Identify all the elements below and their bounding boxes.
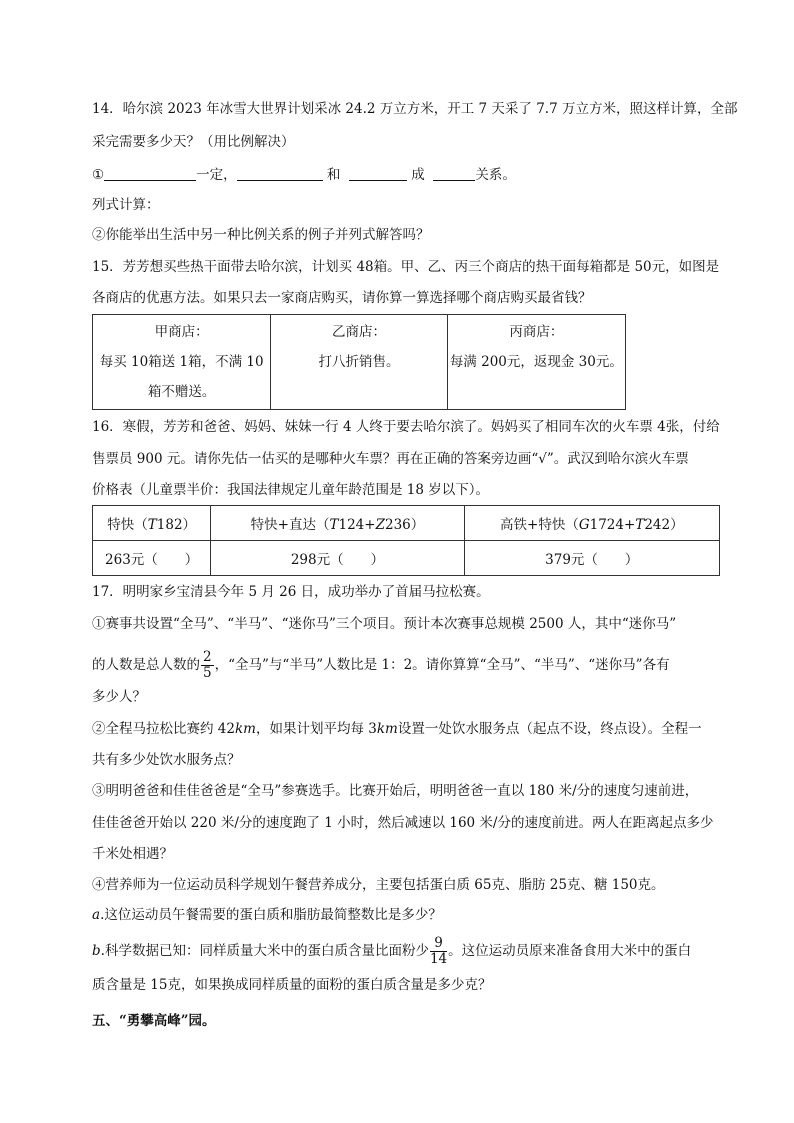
blank-1[interactable] (104, 166, 196, 181)
q17-line1: 17．明明家乡宝清县今年 5 月 26 日，成功举办了首届马拉松赛。 (92, 584, 490, 600)
train-price-table (92, 505, 720, 576)
q17-s1-line2: 的人数是总人数的 $\frac{2}{5}$ ，“全马”与“半马”人数比是 1：2。请你算算“全马”、“半马”、“迷你马”各有 (92, 649, 670, 681)
q17-s2-line1: ②全程马拉松比赛约 42km，如果计划平均每 3km设置一处饮水服务点（起点不设，终点设）。全程一 (92, 721, 702, 737)
q16-line1: 16．寒假，芳芳和爸爸、妈妈、妹妹一行 4 人终于要去哈尔滨了。妈妈买了相同车次的火车票 4张，付给 (92, 419, 720, 435)
blank-3[interactable] (349, 166, 407, 181)
section-5-heading: 五、“勇攀高峰”园。 (92, 1013, 216, 1029)
shop-c-cell: 丙商店： 每满 200元，返现金 30元。 (447, 315, 625, 410)
q17-s4-line1: ④营养师为一位运动员科学规划午餐营养成分，主要包括蛋白质 65克、脂肪 25克、糖 150克。 (92, 877, 665, 893)
q15-line1: 15．芳芳想买些热干面带去哈尔滨，计划买 48箱。甲、乙、丙三个商店的热干面每箱都是 50元，如图是 (92, 259, 720, 275)
price-cell-2[interactable]: 298元（ ） (211, 541, 464, 576)
q17-s2-line2: 共有多少处饮水服务点？ (92, 752, 241, 768)
blank-2[interactable] (237, 166, 323, 181)
q17-s1-line3: 多少人？ (92, 689, 146, 705)
circled-1: ① (92, 167, 105, 183)
q17-s4-qa: a.这位运动员午餐需要的蛋白质和脂肪最简整数比是多少？ (92, 907, 442, 923)
shop-b-cell: 乙商店： 打八折销售。 (271, 315, 447, 410)
blank-4[interactable] (433, 166, 475, 181)
q14-line1: 14．哈尔滨 2023 年冰雪大世界计划采冰 24.2 万立方米，开工 7 天采了 7.7 万立方米，照这样计算，全部 (92, 101, 738, 117)
q17-s3-line1: ③明明爸爸和佳佳爸爸是“全马”参赛选手。比赛开始后，明明爸爸一直以 180 米/分的速度匀速前进， (92, 783, 699, 799)
fraction-nine-fourteenths: $\frac{9}{14}$ (429, 935, 448, 967)
q15-line2: 各商店的优惠方法。如果只去一家商店购买，请你算一算选择哪个商店购买最省钱？ (92, 290, 592, 306)
q17-s4-qb-line1: b.科学数据已知：同样质量大米中的蛋白质含量比面粉少 $\frac{9}{14}$ 。这位运动员原来准备食用大米中的蛋白 (92, 935, 692, 967)
q17-s3-line3: 千米处相遇？ (92, 846, 173, 862)
header-cell-3: 高铁+特快（G1724+T242） (464, 506, 719, 541)
q17-s1-line1: ①赛事共设置“全马”、“半马”、“迷你马”三个项目。预计本次赛事总规模 2500 人，其中“迷你马” (92, 616, 677, 632)
fraction-two-fifths: $\frac{2}{5}$ (203, 649, 212, 681)
q14-line2: 采完需要多少天？（用比例解决） (92, 134, 295, 150)
header-cell-2: 特快+直达（T124+Z236） (211, 506, 464, 541)
shop-offers-table (92, 314, 626, 410)
price-cell-3[interactable]: 379元（ ） (464, 541, 719, 576)
q16-line3: 价格表（儿童票半价：我国法律规定儿童年龄范围是 18 岁以下）。 (92, 482, 490, 498)
price-cell-1[interactable]: 263元（ ） (93, 541, 211, 576)
header-cell-1: 特快（T182） (93, 506, 211, 541)
q17-s3-line2: 佳佳爸爸开始以 220 米/分的速度跑了 1 小时，然后减速以 160 米/分的速度前进。两人在距离起点多少 (92, 815, 714, 831)
shop-a-cell: 甲商店： 每买 10箱送 1箱，不满 10 箱不赠送。 (93, 315, 271, 410)
q14-sub2: ②你能举出生活中另一种比例关系的例子并列式解答吗？ (92, 227, 430, 243)
q16-line2: 售票员 900 元。请你先估一估买的是哪种火车票？再在正确的答案旁边画“√”。武汉到哈尔滨火车票 (92, 451, 689, 467)
q14-calc-label: 列式计算： (92, 197, 160, 213)
q14-fill-line: ① 一定， 和 成 关系。 (92, 167, 516, 183)
q17-s4-qb-line2: 质含量是 15克，如果换成同样质量的面粉的蛋白质含量是多少克？ (92, 977, 492, 993)
